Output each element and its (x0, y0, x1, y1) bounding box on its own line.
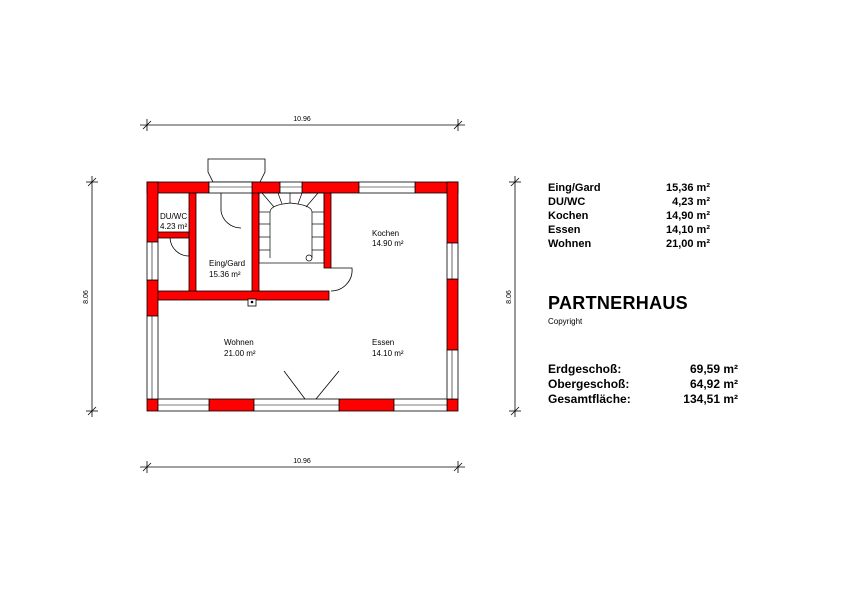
room-area-value: 14,90 m² (665, 210, 710, 222)
room-area-name: Wohnen (548, 238, 592, 250)
total-row (548, 392, 738, 407)
room-area-name: Essen (548, 224, 581, 236)
room-area-essen: 14.10 m² (372, 349, 404, 358)
totals-table (548, 362, 738, 407)
room-name-essen: Essen (372, 338, 395, 347)
room-name-kochen: Kochen (372, 229, 400, 238)
room-area-wohnen: 21.00 m² (224, 349, 256, 358)
dimension-left-label: 8.06 (83, 290, 90, 304)
house-title: PARTNERHAUS (548, 293, 688, 313)
total-name: Gesamtfläche: (548, 392, 631, 406)
total-row (548, 377, 738, 392)
chimney-flue-dot (251, 301, 254, 304)
room-area-value: 14,10 m² (665, 224, 710, 236)
room-area-name: DU/WC (548, 196, 586, 208)
room-area-value: 15,36 m² (665, 182, 710, 194)
room-area-row (548, 195, 710, 209)
room-area-row (548, 181, 710, 195)
dimension-bottom-label: 10.96 (293, 458, 311, 465)
room-name-einggard: Eing/Gard (209, 259, 246, 268)
room-name-wohnen: Wohnen (224, 338, 254, 347)
dimension-top-label: 10.96 (293, 116, 311, 123)
copyright-note: Copyright (548, 317, 583, 326)
entrance-canopy (208, 159, 265, 182)
room-area-table (548, 181, 710, 251)
room-area-duwc: 4.23 m² (160, 222, 188, 231)
total-name: Obergeschoß: (548, 377, 630, 391)
room-area-row (548, 223, 710, 237)
room-name-duwc: DU/WC (160, 212, 188, 221)
room-area-name: Kochen (548, 210, 589, 222)
total-value: 69,59 m² (689, 362, 738, 376)
staircase (259, 193, 324, 263)
total-row (548, 362, 738, 377)
total-name: Erdgeschoß: (548, 362, 622, 376)
room-area-row (548, 209, 710, 223)
room-area-value: 4,23 m² (672, 196, 710, 208)
room-area-value: 21,00 m² (665, 238, 710, 250)
room-area-einggard: 15.36 m² (209, 270, 241, 279)
total-value: 134,51 m² (683, 392, 738, 406)
total-value: 64,92 m² (689, 377, 738, 391)
dimension-right-label: 8.06 (506, 290, 513, 304)
room-area-row (548, 237, 710, 251)
room-area-name: Eing/Gard (548, 182, 601, 194)
exterior-walls (147, 182, 458, 411)
room-area-kochen: 14.90 m² (372, 239, 404, 248)
